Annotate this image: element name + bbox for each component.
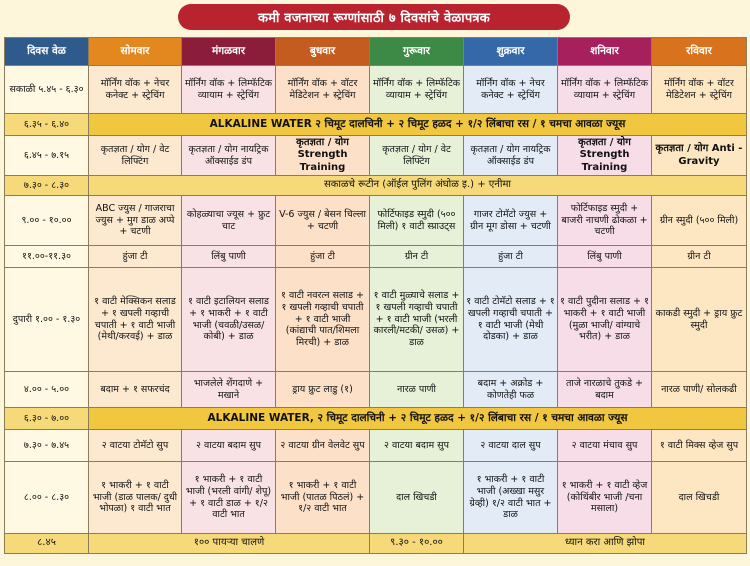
time-cell: ४.०० - ५.००: [5, 372, 89, 408]
table-cell: फोर्टिफाइड स्मुदी (५०० मिली) १ वाटी स्प्राउट्स: [370, 196, 464, 246]
table-cell: लिंबु पाणी: [558, 246, 652, 268]
table-cell: ABC ज्युस / गाजराचा ज्युस + मुग डाळ अप्पे + चटणी: [89, 196, 182, 246]
table-cell: कृतज्ञता / योग Strength Training: [276, 136, 370, 176]
table-cell: मॉर्निंग वॉक + लिम्फॅटिक व्यायाम + स्ट्रेचिंग: [182, 66, 276, 114]
table-cell: १ वाटी नवरत्न सलाड + १ खपली गव्हाची चपाती + १ वाटी भाजी (कांद्याची पात/शिमला मिरची) + डाळ: [276, 268, 370, 372]
table-cell: दाल खिचडी: [652, 462, 747, 534]
table-cell: ताजे नारळाचे तुकडे + बदाम: [558, 372, 652, 408]
table-cell: ड्राय फ्रुट लाडु (१): [276, 372, 370, 408]
time-cell: ७.३० - ७.४५: [5, 430, 89, 462]
table-cell: कृतज्ञता / योग Strength Training: [558, 136, 652, 176]
table-cell: ग्रीन स्मुदी (५०० मिली): [652, 196, 747, 246]
table-cell: कृतज्ञता / योग नायट्रिक ऑक्साईड डंप: [464, 136, 558, 176]
table-cell: भाजलेले शेंगदाणे + मखाने: [182, 372, 276, 408]
time-cell: ६.३५ - ६.४०: [5, 114, 89, 136]
table-cell: V-6 ज्युस / बेसन चिल्ला + चटणी: [276, 196, 370, 246]
schedule-table: [4, 37, 747, 554]
header-tuesday: मंगळवार: [182, 38, 276, 66]
table-row: [5, 462, 747, 534]
table-cell: बदाम + अक्रोड + कोणतेही फळ: [464, 372, 558, 408]
table-row: [5, 268, 747, 372]
table-row: [5, 246, 747, 268]
table-cell: ग्रीन टी: [652, 246, 747, 268]
band-cell: ALKALINE WATER २ चिमूट दालचिनी + २ चिमूट हळद + १/२ लिंबाचा रस / १ चमचा आवळा ज्यूस: [89, 114, 747, 136]
table-cell: कृतज्ञता / योग Anti - Gravity: [652, 136, 747, 176]
table-cell: १ वाटी मिक्स व्हेज सुप: [652, 430, 747, 462]
table-cell: मॉर्निंग वॉक + नेचर कनेक्ट + स्ट्रेचिंग: [464, 66, 558, 114]
table-cell: १ भाकरी + १ वाटी भाजी (भरली वांगी/ शेपू) + १ वाटी डाळ + १/२ वाटी भात: [182, 462, 276, 534]
time-cell: ९.०० - १०.००: [5, 196, 89, 246]
table-cell: फोर्टिफाइड स्मुदी + बाजरी नाचणी ढोकळा + चटणी: [558, 196, 652, 246]
table-cell: २ वाटया दाल सुप: [464, 430, 558, 462]
table-cell: बदाम + १ सफरचंद: [89, 372, 182, 408]
table-cell: २ वाटया मंचाव सुप: [558, 430, 652, 462]
time-cell: ८.४५: [5, 534, 89, 554]
table-row: [5, 136, 747, 176]
table-cell: मॉर्निंग वॉक + लिम्फॅटिक व्यायाम + स्ट्रेचिंग: [370, 66, 464, 114]
time-cell: सकाळी ५.४५ - ६.३०: [5, 66, 89, 114]
header-row: [5, 38, 747, 66]
header-monday: सोमवार: [89, 38, 182, 66]
table-cell: १ वाटी इटालियन सलाड + १ भाकरी + १ वाटी भाजी (चवळी/उसळ/ कोबी) + डाळ: [182, 268, 276, 372]
table-cell: मॉर्निंग वॉक + लिम्फॅटिक व्यायाम + स्ट्रेचिंग: [558, 66, 652, 114]
table-cell: कृतज्ञता / योग नायट्रिक ऑक्साईड डंप: [182, 136, 276, 176]
header-sunday: रविवार: [652, 38, 747, 66]
table-cell: १ भाकरी + १ वाटी भाजी (पातळ पिठलं) + १/२ वाटी भात: [276, 462, 370, 534]
time-cell: ८.०० - ८.३०: [5, 462, 89, 534]
table-row: [5, 176, 747, 196]
table-cell: मॉर्निंग वॉक + वॉटर मेडिटेशन + स्ट्रेचिंग: [276, 66, 370, 114]
table-cell: मॉर्निंग वॉक + वॉटर मेडिटेशन + स्ट्रेचिंग: [652, 66, 747, 114]
table-cell: १ वाटी मुळ्याचे सलाड + १ खपली गव्हाची चपाती + १ वाटी भाजी (भरली कारली/मटकी/ उसळ) + डाळ: [370, 268, 464, 372]
header-friday: शुक्रवार: [464, 38, 558, 66]
table-cell: १ भाकरी + १ वाटी व्हेज (कोथिंबीर भाजी /चना मसाला): [558, 462, 652, 534]
table-cell: गाजर टोमॅटो ज्युस + ग्रीन मूग डोसा + चटणी: [464, 196, 558, 246]
table-row: [5, 372, 747, 408]
table-cell: काकडी स्मुदी + ड्राय फ्रुट स्मुदी: [652, 268, 747, 372]
table-cell: १ वाटी टोमॅटो सलाड + १ खपली गव्हाची चपाती + १ वाटी भाजी (मेथी दोडका) + डाळ: [464, 268, 558, 372]
table-cell: हुंजा टी: [276, 246, 370, 268]
footer-row: [5, 534, 747, 554]
table-cell: हुंजा टी: [89, 246, 182, 268]
table-cell: मॉर्निंग वॉक + नेचर कनेक्ट + स्ट्रेचिंग: [89, 66, 182, 114]
time-cell: ७.३० - ८.३०: [5, 176, 89, 196]
time-cell: ९.३० - १०.००: [370, 534, 464, 554]
table-row: [5, 66, 747, 114]
page-title: कमी वजनाच्या रूग्णांसाठी ७ दिवसांचे वेळापत्रक: [178, 4, 570, 30]
table-cell: कृतज्ञता / योग / वेट लिफ्टिंग: [370, 136, 464, 176]
time-cell: दुपारी १.०० - १.३०: [5, 268, 89, 372]
time-cell: ११.००-११.३०: [5, 246, 89, 268]
table-cell: दाल खिचडी: [370, 462, 464, 534]
table-row: [5, 114, 747, 136]
table-cell: २ वाटया ग्रीन वेलवेट सुप: [276, 430, 370, 462]
table-cell: २ वाटया टोमॅटो सुप: [89, 430, 182, 462]
table-cell: १ वाटी पुदीना सलाड + १ भाकरी + १ वाटी भाजी (मुळा भाजी/ वांग्याचे भरीत) + डाळ: [558, 268, 652, 372]
time-cell: ६.३० - ७.००: [5, 408, 89, 430]
table-cell: १ भाकरी + १ वाटी भाजी (डाळ पालक/ दुधी भोपळा) १ वाटी भात: [89, 462, 182, 534]
header-saturday: शनिवार: [558, 38, 652, 66]
table-cell: नारळ पाणी/ सोलकढी: [652, 372, 747, 408]
header-thursday: गुरूवार: [370, 38, 464, 66]
table-cell: कोहळ्याचा ज्यूस + फ्रुट चाट: [182, 196, 276, 246]
table-cell: नारळ पाणी: [370, 372, 464, 408]
table-row: [5, 196, 747, 246]
table-cell: २ वाटया बदाम सुप: [370, 430, 464, 462]
band-cell: ALKALINE WATER, २ चिमूट दालचिनी + २ चिमूट हळद + १/२ लिंबाचा रस / १ चमचा आवळा ज्यूस: [89, 408, 747, 430]
walk-cell: १०० पायऱ्या चालणे: [89, 534, 370, 554]
time-cell: ६.४५ - ७.१५: [5, 136, 89, 176]
sleep-cell: ध्यान करा आणि झोपा: [464, 534, 747, 554]
table-cell: लिंबु पाणी: [182, 246, 276, 268]
band-cell: सकाळचे रूटीन (ऑईल पुलिंग अंघोळ इ.) + एनीमा: [89, 176, 747, 196]
header-wednesday: बुधवार: [276, 38, 370, 66]
table-cell: हुंजा टी: [464, 246, 558, 268]
table-cell: १ वाटी मेक्सिकन सलाड + १ खपली गव्हाची चपाती + १ वाटी भाजी (मेथी/करवई) + डाळ: [89, 268, 182, 372]
table-row: [5, 430, 747, 462]
table-cell: ग्रीन टी: [370, 246, 464, 268]
table-cell: २ वाटया बदाम सुप: [182, 430, 276, 462]
header-time: दिवस वेळ: [5, 38, 89, 66]
table-cell: १ भाकरी + १ वाटी भाजी (अख्खा मसुर ग्रेव्ही) १/२ वाटी भात + डाळ: [464, 462, 558, 534]
table-cell: कृतज्ञता / योग / वेट लिफ्टिंग: [89, 136, 182, 176]
table-row: [5, 408, 747, 430]
